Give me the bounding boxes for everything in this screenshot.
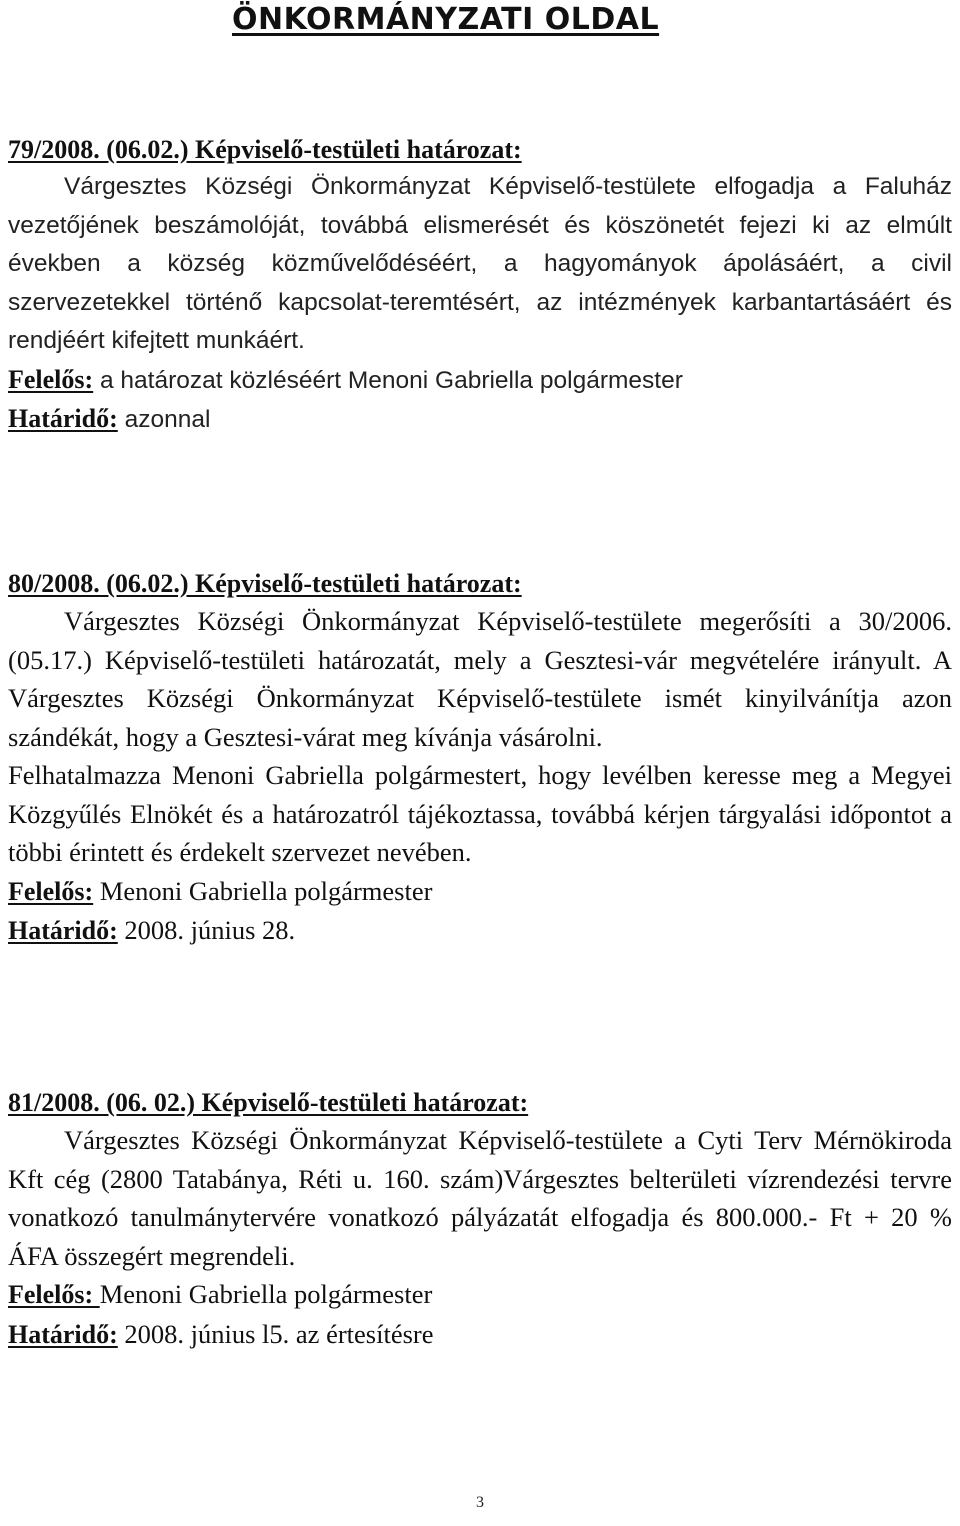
responsible-label: Felelős: xyxy=(8,364,94,394)
deadline-label: Határidő: xyxy=(8,1319,118,1349)
deadline-label: Határidő: xyxy=(8,404,118,433)
responsible-line xyxy=(8,1275,952,1315)
resolution-heading: 81/2008. (06. 02.) Képviselő-testületi határozat: xyxy=(8,1088,529,1117)
deadline-line xyxy=(8,400,952,440)
deadline-line xyxy=(8,911,952,951)
deadline-value: 2008. június l5. az értesítésre xyxy=(117,1318,434,1349)
resolution-80 xyxy=(8,566,952,951)
responsible-value: Menoni Gabriella polgármester xyxy=(99,1279,433,1309)
resolution-79 xyxy=(8,132,952,440)
resolution-heading: 80/2008. (06.02.) Képviselő-testületi határozat: xyxy=(8,569,522,598)
deadline-value: azonnal xyxy=(117,406,211,433)
resolution-81 xyxy=(8,1085,952,1354)
resolution-body-text: Várgesztes Községi Önkormányzat Képviselő-testülete a Cyti Terv Mérnökiroda Kft cég (2800 Tatabánya, Réti u. 160. szám)Várgesztes belterületi vízrendezési tervre vonatkozó tanulmánytervére vonatkozó pályázatát elfogadja és 800.000.- Ft + 20 % ÁFA összegért megrendeli. xyxy=(8,1125,952,1271)
responsible-line xyxy=(8,361,952,401)
deadline-label: Határidő: xyxy=(8,916,118,945)
responsible-value: a határozat közléséért Menoni Gabriella polgármester xyxy=(93,366,683,394)
resolution-body-text: Várgesztes Községi Önkormányzat Képviselő-testülete megerősíti a 30/2006. (05.17.) Képviselő-testületi határozatát, mely a Gesztesi-vár megvételére irányult. A Várgesztes Községi Önkormányzat Képviselő-testülete ismét kinyilvánítja azon szándékát, hogy a Gesztesi-várat meg kívánja vásárolni. xyxy=(8,606,952,752)
resolution-body xyxy=(8,168,952,361)
resolution-body-text: Várgesztes Községi Önkormányzat Képviselő-testülete elfogadja a Faluház vezetőjének beszámolóját, továbbá elismerését és köszönetét fejezi ki az elmúlt években a község közművelődéséért, a hagyományok ápolásáért, a civil szervezetekkel történő kapcsolat-teremtésért, az intézmények karbantartásáért és rendjéért kifejtett munkáért. xyxy=(8,173,952,354)
deadline-value: 2008. június 28. xyxy=(117,915,296,945)
resolution-heading: 79/2008. (06.02.) Képviselő-testületi határozat: xyxy=(8,135,522,164)
responsible-value: Menoni Gabriella polgármester xyxy=(93,875,433,906)
resolution-body xyxy=(8,602,952,756)
page-title: ÖNKORMÁNYZATI OLDAL xyxy=(232,2,660,37)
responsible-line xyxy=(8,872,952,912)
deadline-line xyxy=(8,1315,952,1355)
resolution-body-second: Felhatalmazza Menoni Gabriella polgármestert, hogy levélben keresse meg a Megyei Közgyűlés Elnökét és a határozatról tájékoztassa, továbbá kérjen tárgyalási időpontot a többi érintett és érdekelt szervezet nevében. xyxy=(8,760,952,867)
responsible-label: Felelős: xyxy=(8,876,94,906)
resolution-body xyxy=(8,1121,952,1275)
page-number: 3 xyxy=(476,1494,484,1511)
responsible-label: Felelős: xyxy=(8,1280,100,1309)
